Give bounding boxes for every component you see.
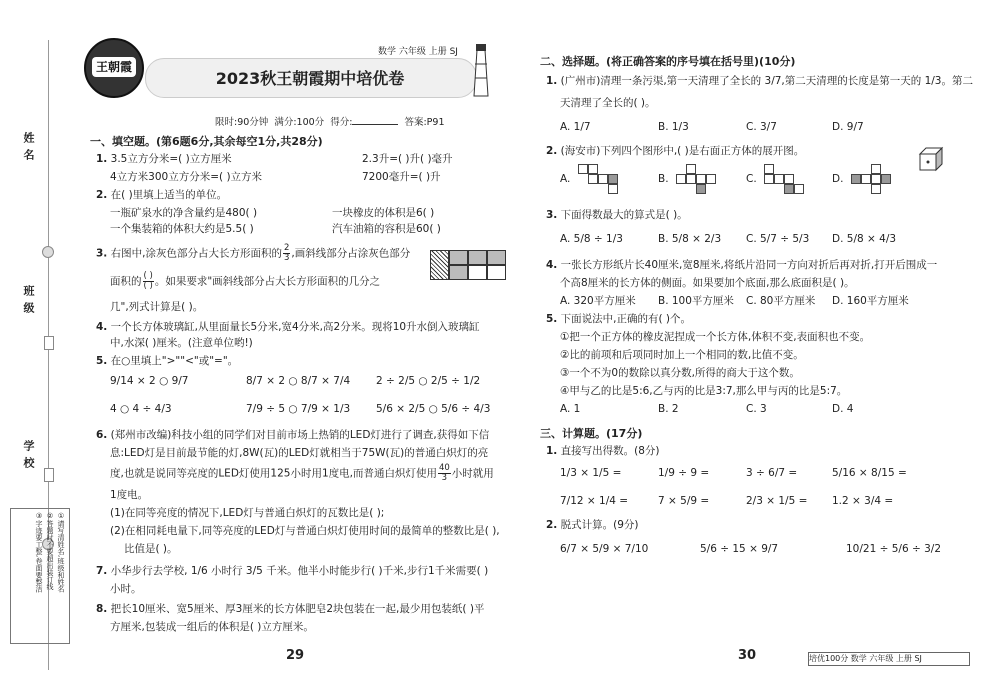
name-label: 姓名 xyxy=(22,132,35,166)
q6-line3: 度,也就是说同等亮度的LED灯使用125小时用1度电,而普通白炽灯使用 $\frac{40}{3}$ 小时就用 xyxy=(110,463,494,483)
calc-item: 10/21 ÷ 5/6 ÷ 3/2 xyxy=(846,543,942,555)
q2-a: 一瓶矿泉水的净含量约是480( ) xyxy=(110,207,258,219)
compare-item: 4 ○ 4 ÷ 4/3 xyxy=(110,403,172,415)
c-q1: 1. (广州市)清理一条污渠,第一天清理了全长的 3/7,第二天清理的长度是第一天的 1/3。第二 xyxy=(546,75,973,87)
calc-item: 7 × 5/9 = xyxy=(658,495,710,507)
option: A. 5/8 ÷ 1/3 xyxy=(560,233,623,245)
option: B. 1/3 xyxy=(658,121,689,133)
statement: ①把一个正方体的橡皮泥捏成一个长方体,体积不变,表面积也不变。 xyxy=(560,331,871,343)
option: B. 100平方厘米 xyxy=(658,295,734,307)
q3-line3: 几",列式计算是( )。 xyxy=(110,301,204,313)
compare-item: 7/9 ÷ 5 ○ 7/9 × 1/3 xyxy=(246,403,351,415)
option: C. 3 xyxy=(746,403,767,415)
calc-q2: 2. 脱式计算。(9分) xyxy=(546,519,639,531)
calc-item: 5/16 × 8/15 = xyxy=(832,467,907,479)
c-q2: 2. (海安市)下列四个图形中,( )是右面正方体的展开图。 xyxy=(546,145,805,157)
q6-sub3: 比值是( )。 xyxy=(124,543,178,555)
option: A. 320平方厘米 xyxy=(560,295,636,307)
brand-logo: 王朝霞 xyxy=(84,38,144,98)
notice-box: ①请写清姓名,班级和姓名 ②答题时不要超出装订线 ③字迹要工整,卷面要整洁 xyxy=(10,508,70,644)
net-option-b: B. xyxy=(658,164,740,194)
q6: 6. (郑州市改编)科技小组的同学们对目前市场上热销的LED灯进行了调查,获得如下信 xyxy=(96,429,490,441)
net-option-c: C. xyxy=(746,164,828,194)
net-option-a: A. xyxy=(560,164,642,194)
q3-figure xyxy=(430,250,506,280)
page-number-right: 30 xyxy=(738,648,757,663)
net-option-d: D. xyxy=(832,164,915,194)
statement: ④甲与乙的比是5:6,乙与丙的比是3:7,那么甲与丙的比是5:7。 xyxy=(560,385,848,397)
q2-d: 汽车油箱的容积是60( ) xyxy=(332,223,441,235)
calc-item: 1/9 ÷ 9 = xyxy=(658,467,710,479)
compare-item: 2 ÷ 2/5 ○ 2/5 ÷ 1/2 xyxy=(376,375,481,387)
q6-sub1: (1)在同等亮度的情况下,LED灯与普通白炽灯的瓦数比是( ); xyxy=(110,507,385,519)
statement: ③一个不为0的数除以真分数,所得的商大于这个数。 xyxy=(560,367,800,379)
q2-c: 一个集装箱的体积大约是5.5( ) xyxy=(110,223,254,235)
q6-sub2: (2)在相同耗电量下,同等亮度的LED灯与普通白炽灯使用时间的最简单的整数比是( ), xyxy=(110,525,500,537)
option: C. 3/7 xyxy=(746,121,777,133)
option: A. 1/7 xyxy=(560,121,591,133)
cut-mark xyxy=(44,468,54,482)
section-calc: 三、计算题。(17分) xyxy=(540,427,643,440)
q2-b: 一块橡皮的体积是6( ) xyxy=(332,207,435,219)
section-fill-blank: 一、填空题。(第6题6分,其余每空1分,共28分) xyxy=(90,135,323,148)
binding-hole xyxy=(42,246,54,258)
option: C. 5/7 ÷ 5/3 xyxy=(746,233,810,245)
c-q4-line2: 个高8厘米的长方体的侧面。如果要加个底面,那么底面积是( )。 xyxy=(560,277,855,289)
option: C. 80平方厘米 xyxy=(746,295,816,307)
q3-line2: 面积的 $\frac{( )}{( )}$ 。如果要求"画斜线部分占大长方形面积的几分之 xyxy=(110,271,381,291)
class-label: 班级 xyxy=(22,285,35,319)
option: D. 9/7 xyxy=(832,121,864,133)
q1: 1. 3.5立方分米=( )立方厘米 xyxy=(96,153,232,165)
q1-c: 4立方米300立方分米=( )立方米 xyxy=(110,171,263,183)
option: B. 2 xyxy=(658,403,679,415)
lighthouse-icon xyxy=(470,40,492,98)
q1-b: 2.3升=( )升( )毫升 xyxy=(362,153,453,165)
q7-line2: 小时。 xyxy=(110,583,142,595)
compare-item: 9/14 × 2 ○ 9/7 xyxy=(110,375,189,387)
option: A. 1 xyxy=(560,403,581,415)
c-q4: 4. 一张长方形纸片长40厘米,宽8厘米,将纸片沿同一方向对折后再对折,打开后围成一 xyxy=(546,259,938,271)
q1-d: 7200毫升=( )升 xyxy=(362,171,441,183)
page-number-left: 29 xyxy=(286,648,305,663)
calc-item: 5/6 ÷ 15 × 9/7 xyxy=(700,543,779,555)
calc-item: 1.2 × 3/4 = xyxy=(832,495,894,507)
q6-line4: 1度电。 xyxy=(110,489,149,501)
q6-line2: 息:LED灯是目前最节能的灯,8W(瓦)的LED灯就相当于75W(瓦)的普通白炽灯的亮 xyxy=(110,447,489,459)
cut-mark xyxy=(44,336,54,350)
option: D. 5/8 × 4/3 xyxy=(832,233,897,245)
calc-q1: 1. 直接写出得数。(8分) xyxy=(546,445,660,457)
calc-item: 3 ÷ 6/7 = xyxy=(746,467,798,479)
q4: 4. 一个长方体玻璃缸,从里面量长5分米,宽4分米,高2分米。现将10升水倒入玻璃缸 xyxy=(96,321,480,333)
subject-line: 数学 六年级 上册 SJ xyxy=(378,47,458,57)
calc-item: 2/3 × 1/5 = xyxy=(746,495,808,507)
option: D. 4 xyxy=(832,403,854,415)
c-q3: 3. 下面得数最大的算式是( )。 xyxy=(546,209,688,221)
binding-strip xyxy=(0,0,82,694)
c-q5: 5. 下面说法中,正确的有( )个。 xyxy=(546,313,692,325)
q8: 8. 把长10厘米、宽5厘米、厚3厘米的长方体肥皂2块包装在一起,最少用包装纸( )平 xyxy=(96,603,485,615)
q8-line2: 方厘米,包装成一组后的体积是( )立方厘米。 xyxy=(110,621,314,633)
calc-item: 1/3 × 1/5 = xyxy=(560,467,622,479)
calc-item: 6/7 × 5/9 × 7/10 xyxy=(560,543,649,555)
q7: 7. 小华步行去学校, 1/6 小时行 3/5 千米。他半小时能步行( )千米,步行1千米需要( ) xyxy=(96,565,489,577)
option: B. 5/8 × 2/3 xyxy=(658,233,722,245)
q5: 5. 在○里填上">""<"或"="。 xyxy=(96,355,239,367)
cube-icon xyxy=(918,146,944,172)
calc-item: 7/12 × 1/4 = xyxy=(560,495,629,507)
q2: 2. 在( )里填上适当的单位。 xyxy=(96,189,228,201)
exam-meta: 限时:90分钟 满分:100分 得分: 答案:P91 xyxy=(215,117,445,128)
compare-item: 5/6 × 2/5 ○ 5/6 ÷ 4/3 xyxy=(376,403,491,415)
page-title: 2023秋王朝霞期中培优卷 xyxy=(215,69,405,88)
option: D. 160平方厘米 xyxy=(832,295,909,307)
q4-line2: 中,水深( )厘米。(注意单位哟!) xyxy=(110,337,253,349)
c-q1-line2: 天清理了全长的( )。 xyxy=(560,97,656,109)
statement: ②比的前项和后项同时加上一个相同的数,比值不变。 xyxy=(560,349,804,361)
compare-item: 8/7 × 2 ○ 8/7 × 7/4 xyxy=(246,375,351,387)
section-choice: 二、选择题。(将正确答案的序号填在括号里)(10分) xyxy=(540,55,796,68)
q3: 3. 右图中,涂灰色部分占大长方形面积的 $\frac{2}{3}$ ,画斜线部分占涂灰色部分 xyxy=(96,243,411,263)
footer-badge: 培优100分 数学 六年级 上册 SJ xyxy=(808,652,970,666)
school-label: 学校 xyxy=(22,440,35,474)
